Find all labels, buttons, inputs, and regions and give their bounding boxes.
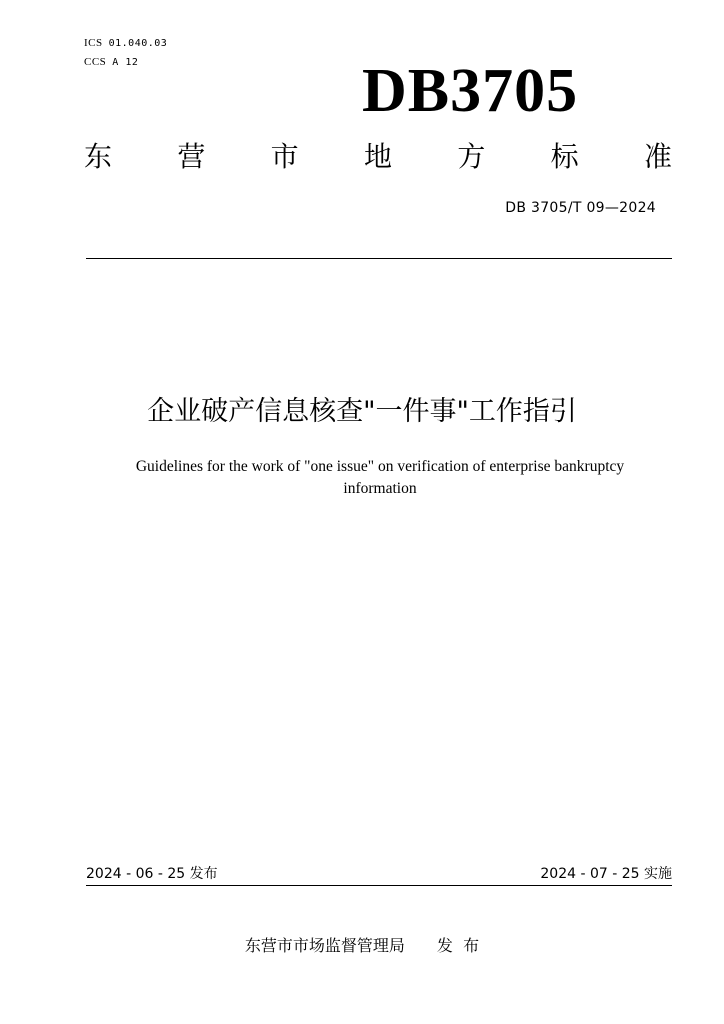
implementation-date: 2024 - 07 - 25 实施 — [540, 866, 672, 882]
standard-type-char: 市 — [270, 140, 299, 173]
standard-type-char: 东 — [84, 140, 113, 173]
ccs-value: A 12 — [112, 57, 139, 68]
ics-code — [84, 36, 167, 51]
header-divider — [86, 258, 672, 259]
standard-type-char: 地 — [363, 140, 392, 173]
standard-type-char: 准 — [643, 140, 672, 173]
standard-type-char: 方 — [457, 140, 486, 173]
release-date: 2024 - 06 - 25 发布 — [86, 866, 218, 882]
ics-label: ICS — [84, 37, 103, 49]
standard-type-line — [84, 138, 672, 176]
standard-type-char: 标 — [550, 140, 579, 173]
footer-divider — [86, 885, 672, 886]
issuer-line — [0, 934, 724, 958]
ics-value: 01.040.03 — [108, 38, 168, 49]
standard-number: DB 3705/T 09—2024 — [505, 200, 656, 216]
standard-code-heading: DB3705 — [362, 57, 579, 125]
document-title-en: Guidelines for the work of "one issue" on verification of enterprise bankruptcy information — [135, 458, 625, 497]
ccs-label: CCS — [84, 56, 107, 68]
issuer-name: 东营市市场监督管理局 — [244, 936, 405, 955]
issuer-action: 发 布 — [436, 936, 480, 955]
standard-type-char: 营 — [177, 140, 206, 173]
document-title-cn: 企业破产信息核查"一件事"工作指引 — [147, 396, 577, 427]
ccs-code — [84, 55, 138, 70]
